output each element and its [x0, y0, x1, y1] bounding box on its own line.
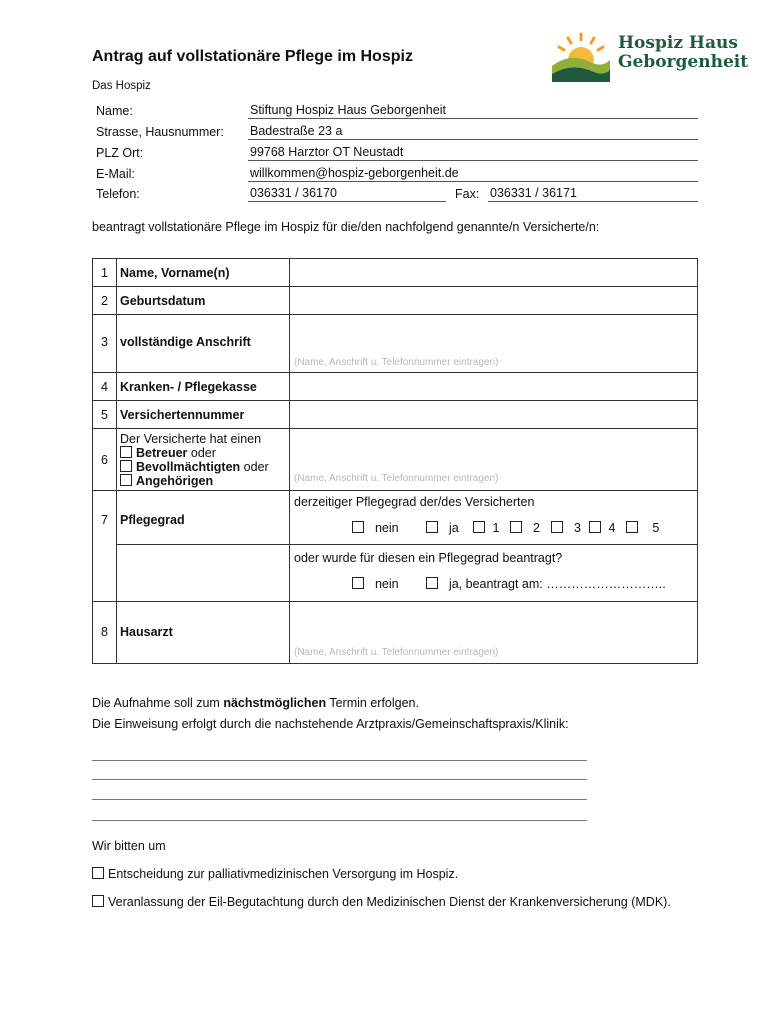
- row-label: [117, 315, 290, 373]
- table-row: [93, 602, 698, 664]
- beantragt-ja-checkbox[interactable]: [426, 577, 438, 589]
- insurance-number-field[interactable]: [290, 401, 698, 429]
- address-field[interactable]: [290, 315, 698, 373]
- row-number-text: 5: [101, 408, 108, 422]
- pflegegrad-2-label: 2: [532, 521, 540, 535]
- representative-field[interactable]: [290, 429, 698, 491]
- referral-line-3[interactable]: [92, 799, 587, 800]
- row-label: [117, 373, 290, 401]
- pflegegrad-requested-cell: [290, 545, 698, 602]
- pflegegrad-nein-label: nein: [374, 521, 399, 535]
- row-label: [117, 491, 290, 545]
- row-number-text: 8: [101, 625, 108, 639]
- phone-label: Telefon:: [96, 187, 140, 201]
- pflegegrad-current-cell: [290, 491, 698, 545]
- hausarzt-field[interactable]: [290, 602, 698, 664]
- pflegegrad-5-label: 5: [652, 521, 660, 535]
- row-label: [117, 287, 290, 315]
- insurance-field[interactable]: [290, 373, 698, 401]
- hausarzt-label-text: Hausarzt: [120, 625, 173, 639]
- row-label: [117, 602, 290, 664]
- pflegegrad-4-checkbox[interactable]: [589, 521, 601, 533]
- logo-text-line2: Geborgenheit: [618, 52, 749, 72]
- row-number: [93, 401, 117, 429]
- row-label: [117, 259, 290, 287]
- street-label: Strasse, Hausnummer:: [96, 125, 224, 139]
- row-number: [93, 373, 117, 401]
- betreuer-suffix: oder: [187, 446, 216, 460]
- row-number: [93, 259, 117, 287]
- name-label: Name:: [96, 104, 133, 118]
- admission-note-post: Termin erfolgen.: [326, 696, 419, 710]
- row-label-empty: [117, 545, 290, 602]
- pflegegrad-label-text: Pflegegrad: [120, 513, 185, 527]
- representative-hint: (Name, Anschrift u. Telefonnummer eintragen): [294, 473, 499, 484]
- pflegegrad-1-label: 1: [492, 521, 500, 535]
- fax-label: Fax:: [455, 187, 480, 201]
- page-title: Antrag auf vollstationäre Pflege im Hospiz: [92, 48, 413, 65]
- palliative-decision-checkbox[interactable]: [92, 867, 104, 879]
- pflegegrad-2-checkbox[interactable]: [510, 521, 522, 533]
- admission-note-pre: Die Aufnahme soll zum: [92, 696, 224, 710]
- beantragt-ja-label: ja, beantragt am: ………………………..: [448, 577, 666, 591]
- betreuer-label: Betreuer: [136, 446, 188, 460]
- request-heading: Wir bitten um: [92, 839, 166, 853]
- birthdate-label-text: Geburtsdatum: [120, 294, 206, 308]
- street-field[interactable]: Badestraße 23 a: [248, 124, 698, 140]
- hospiz-logo: [550, 30, 750, 82]
- email-label: E-Mail:: [96, 167, 135, 181]
- intro-text: beantragt vollstationäre Pflege im Hospiz für die/den nachfolgend genannte/n Versicherte/n:: [92, 220, 600, 234]
- beantragt-nein-label: nein: [374, 577, 399, 591]
- pflegegrad-question-current: derzeitiger Pflegegrad der/des Versicherten: [294, 495, 535, 509]
- hausarzt-hint: (Name, Anschrift u. Telefonnummer eintragen): [294, 647, 499, 658]
- table-row: [93, 287, 698, 315]
- pflegegrad-nein-checkbox[interactable]: [352, 521, 364, 533]
- row-number: [93, 491, 117, 545]
- patient-form-table: [92, 258, 698, 664]
- pflegegrad-1-checkbox[interactable]: [473, 521, 485, 533]
- row-number-text: 1: [101, 266, 108, 280]
- pflegegrad-ja-checkbox[interactable]: [426, 521, 438, 533]
- fax-field[interactable]: 036331 / 36171: [488, 186, 698, 202]
- representative-intro: Der Versicherte hat einen: [120, 432, 262, 446]
- row-number: [93, 429, 117, 491]
- phone-field[interactable]: 036331 / 36170: [248, 186, 446, 202]
- pflegegrad-3-checkbox[interactable]: [551, 521, 563, 533]
- plz-label: PLZ Ort:: [96, 146, 144, 160]
- table-row: [93, 259, 698, 287]
- logo-sun-icon: [550, 30, 612, 82]
- birthdate-field[interactable]: [290, 287, 698, 315]
- address-hint: (Name, Anschrift u. Telefonnummer eintragen): [294, 357, 499, 368]
- beantragt-nein-checkbox[interactable]: [352, 577, 364, 589]
- name-field[interactable]: Stiftung Hospiz Haus Geborgenheit: [248, 103, 698, 119]
- pflegegrad-3-label: 3: [573, 521, 581, 535]
- row-number-text: 3: [101, 335, 108, 349]
- bevollmaechtigter-checkbox[interactable]: [120, 460, 132, 472]
- row-number-text: 2: [101, 294, 108, 308]
- table-row: [93, 545, 698, 602]
- row-label: [117, 429, 290, 491]
- table-row: [93, 373, 698, 401]
- plz-field[interactable]: 99768 Harztor OT Neustadt: [248, 145, 698, 161]
- referral-line-1[interactable]: [92, 760, 587, 761]
- email-field[interactable]: willkommen@hospiz-geborgenheit.de: [248, 166, 698, 182]
- patient-name-field[interactable]: [290, 259, 698, 287]
- admission-note-bold: nächstmöglichen: [223, 696, 327, 710]
- insurance-number-label-text: Versichertennummer: [120, 408, 245, 422]
- angehoerige-label: Angehörigen: [136, 474, 214, 488]
- logo-text-line1: Hospiz Haus: [618, 33, 738, 53]
- mdk-assessment-checkbox[interactable]: [92, 895, 104, 907]
- table-row: [93, 401, 698, 429]
- table-row: [93, 429, 698, 491]
- row-number-empty: [93, 545, 117, 602]
- address-label-text: vollständige Anschrift: [120, 335, 251, 349]
- mdk-assessment-label: Veranlassung der Eil-Begutachtung durch den Medizinischen Dienst der Krankenversicherung (MDK).: [108, 895, 671, 909]
- page-subtitle: Das Hospiz: [92, 80, 151, 92]
- angehoerige-checkbox[interactable]: [120, 474, 132, 486]
- row-number: [93, 315, 117, 373]
- palliative-decision-label: Entscheidung zur palliativmedizinischen Versorgung im Hospiz.: [108, 867, 459, 881]
- referral-line-4[interactable]: [92, 820, 587, 821]
- row-label: [117, 401, 290, 429]
- name-label-text: Name, Vorname(n): [120, 266, 230, 280]
- request-option-2: [92, 895, 671, 909]
- pflegegrad-5-checkbox[interactable]: [626, 521, 638, 533]
- insurance-label-text: Kranken- / Pflegekasse: [120, 380, 257, 394]
- row-number-text: 4: [101, 380, 108, 394]
- pflegegrad-question-requested: oder wurde für diesen ein Pflegegrad beantragt?: [294, 551, 563, 565]
- referral-line-2[interactable]: [92, 779, 587, 780]
- bevollmaechtigter-label: Bevollmächtigten: [136, 460, 241, 474]
- request-option-1: [92, 867, 458, 881]
- row-number-text: 7: [101, 513, 108, 527]
- pflegegrad-4-label: 4: [608, 521, 616, 535]
- pflegegrad-ja-label: ja: [448, 521, 459, 535]
- row-number: [93, 287, 117, 315]
- table-row: [93, 315, 698, 373]
- row-number-text: 6: [101, 453, 108, 467]
- betreuer-checkbox[interactable]: [120, 446, 132, 458]
- table-row: [93, 491, 698, 545]
- referral-note: Die Einweisung erfolgt durch die nachstehende Arztpraxis/Gemeinschaftspraxis/Klinik:: [92, 717, 569, 731]
- admission-note: [92, 696, 419, 710]
- bevollmaechtigter-suffix: oder: [240, 460, 269, 474]
- row-number: [93, 602, 117, 664]
